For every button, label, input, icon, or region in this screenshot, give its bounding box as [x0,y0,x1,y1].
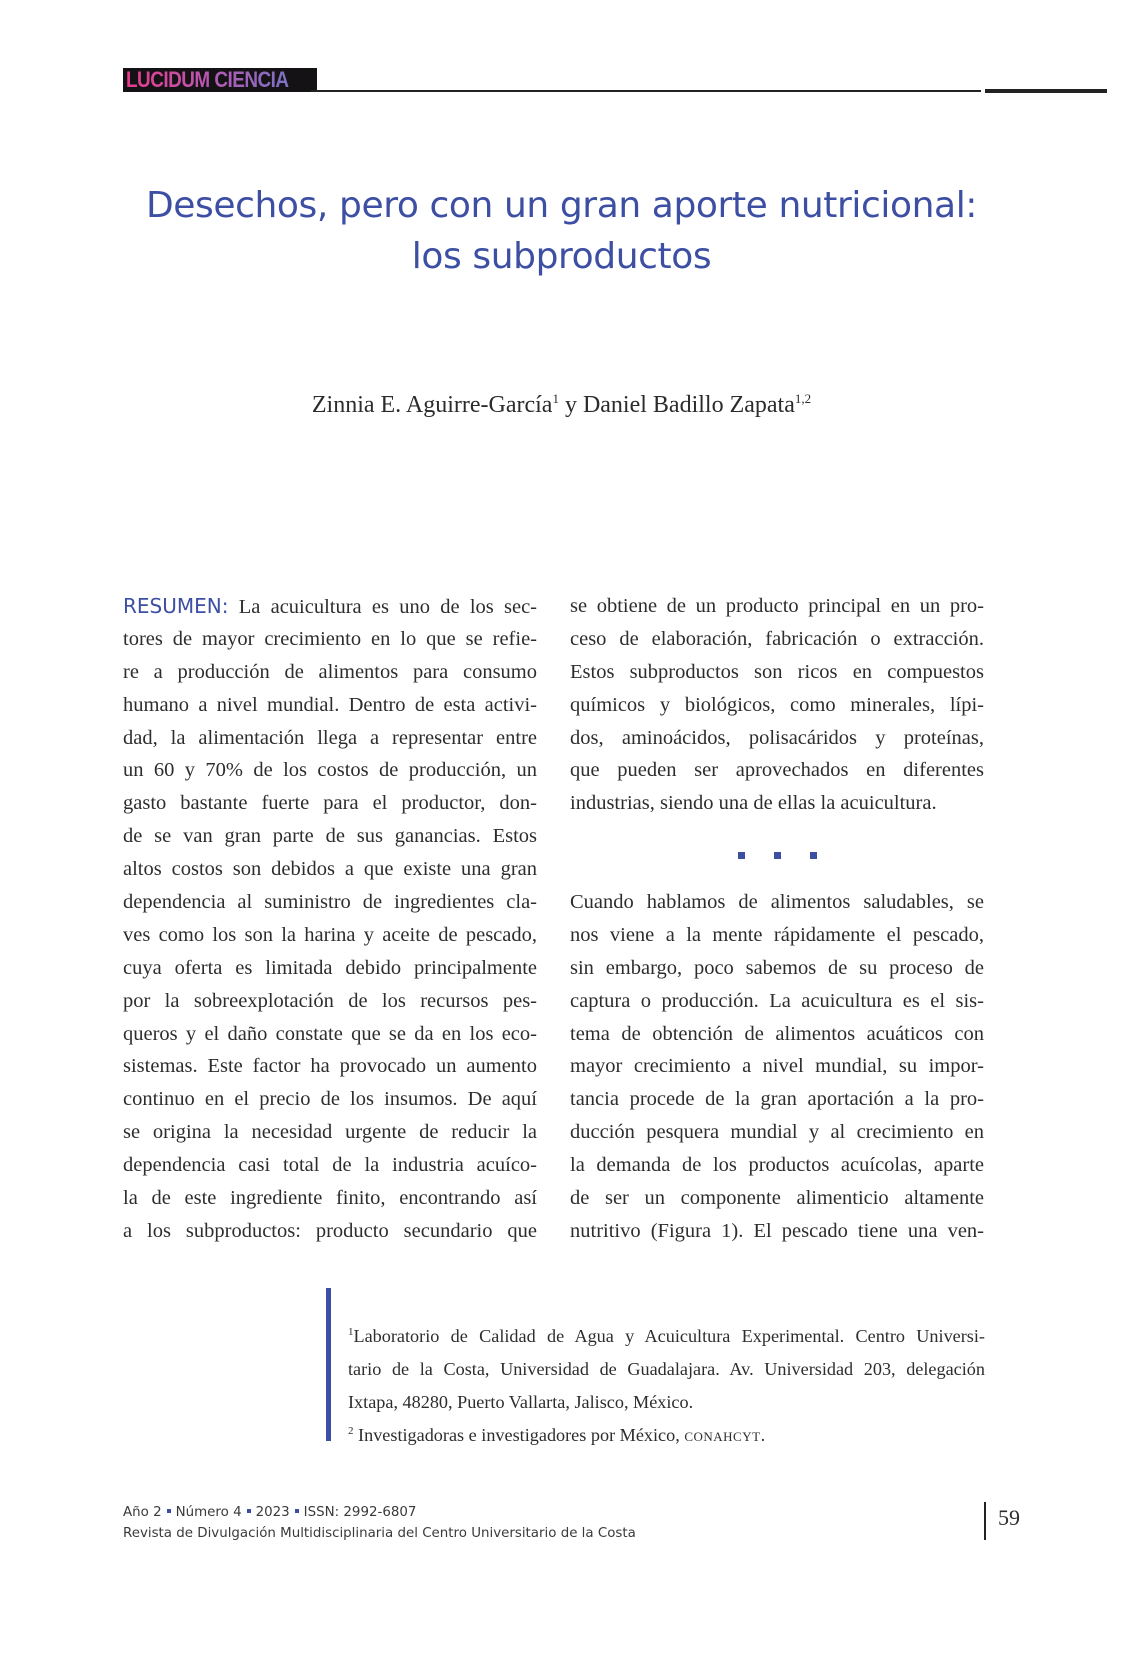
body-line: Cuando hablamos de alimentos saludables, se [570,891,984,913]
author-1: Zinnia E. Aguirre-García [311,392,553,418]
header-rule-accent [985,89,1107,93]
issue-date: 2023 [255,1505,290,1520]
journal-tag [123,68,317,92]
abstract-line: gasto bastante fuerte para el productor, don- [123,792,537,815]
abstract-line: tores de mayor crecimiento en lo que se refie- [123,627,537,650]
footnote-2-org: conahcyt [684,1425,761,1445]
footnotes [348,1320,985,1452]
abstract-line: dos, aminoácidos, polisacáridos y proteínas, [570,726,984,749]
separator-square-icon [774,852,781,859]
abstract-line: dependencia al suministro de ingredientes cla- [123,891,537,914]
footnote-2: $^2$ Investigadoras e investigadores por México, conahcyt. [348,1425,766,1445]
issue-number: Número 4 [175,1505,242,1520]
page-number-rule [984,1502,986,1540]
author-1-affiliation: 1 [552,391,559,406]
issue-year: Año 2 [123,1505,162,1520]
body-line: mayor crecimiento a nivel mundial, su impor- [570,1055,984,1078]
body-line: tancia procede de la gran aportación a la pro- [570,1088,984,1111]
abstract-line: altos costos son debidos a que existe una gran [123,858,537,881]
footnote-1-line: tario de la Costa, Universidad de Guadalajara. Av. Universidad 203, delegación [348,1359,985,1379]
body-line: de ser un componente alimenticio altamente [570,1187,984,1210]
body-line: tema de obtención de alimentos acuáticos con [570,1022,984,1045]
title-line-1: Desechos, pero con un gran aporte nutricional: [145,185,978,226]
authors [0,392,1123,419]
abstract-line: industrias, siendo una de ellas la acuicultura. [570,792,937,815]
journal-full-name: Revista de Divulgación Multidisciplinaria del Centro Universitario de la Costa [123,1526,636,1541]
bullet-icon [295,1509,299,1513]
abstract-line: cuya oferta es limitada debido principalmente [123,956,537,979]
body-line: nos viene a la mente rápidamente el pescado, [570,923,984,946]
section-separator [738,852,817,859]
bullet-icon [247,1509,251,1513]
header-rule [311,90,981,92]
separator-square-icon [810,852,817,859]
abstract-line: se origina la necesidad urgente de reducir la [123,1121,537,1144]
body-line: ducción pesquera mundial y al crecimiento en [570,1121,984,1144]
footnote-1-marker: 1 [348,1326,354,1338]
abstract-line: la de este ingrediente finito, encontrando así [123,1187,537,1210]
abstract-line: continuo en el precio de los insumos. De aquí [123,1088,537,1111]
footnote-1-line: $^1$Laboratorio de Calidad de Agua y Acuicultura Experimental. Centro Universi- [348,1326,985,1346]
bullet-icon [167,1509,171,1513]
abstract-column-right [570,590,984,820]
abstract-line: de se van gran parte de sus ganancias. Estos [123,825,537,848]
abstract-line: dad, la alimentación llega a representar entre [123,726,537,749]
abstract-line: dependencia casi total de la industria acuíco- [123,1154,537,1177]
abstract-line: ceso de elaboración, fabricación o extracción. [570,627,984,650]
abstract-line: a los subproductos: producto secundario que [123,1219,537,1242]
abstract-line: ves como los son la harina y aceite de pescado, [123,923,537,946]
abstract-column-left [123,590,537,1248]
body-line: nutritivo (Figura 1). El pescado tiene una ven- [570,1219,984,1242]
footnote-1-line: Ixtapa, 48280, Puerto Vallarta, Jalisco, México. [348,1392,694,1412]
body-line: captura o producción. La acuicultura es el sis- [570,989,984,1012]
abstract-line: sistemas. Este factor ha provocado un aumento [123,1055,537,1078]
abstract-line: por la sobreexplotación de los recursos pes- [123,989,537,1012]
author-2: Daniel Badillo Zapata [582,392,795,418]
article-title [0,180,1123,282]
abstract-line: queros y el daño constate que se da en los eco- [123,1022,537,1045]
footnote-2-marker: 2 [348,1425,354,1437]
body-line: sin embargo, poco sabemos de su proceso de [570,956,984,979]
separator-square-icon [738,852,745,859]
abstract-line: re a producción de alimentos para consumo [123,660,537,683]
title-line-2: los subproductos [411,236,712,277]
abstract-line: que pueden ser aprovechados en diferentes [570,759,984,782]
issn: ISSN: 2992-6807 [303,1505,417,1520]
author-conjunction: y [558,392,583,418]
footnote-accent-bar [326,1288,331,1441]
abstract-line: humano a nivel mundial. Dentro de esta activi- [123,693,537,716]
journal-tag-label: LUCIDUM CIENCIA [126,67,289,92]
abstract-line: se obtiene de un producto principal en un pro- [570,595,984,617]
body-line: la demanda de los productos acuícolas, aparte [570,1154,984,1177]
body-column-right [570,886,984,1248]
author-2-affiliation: 1,2 [794,391,812,406]
abstract-line: Estos subproductos son ricos en compuestos [570,660,984,683]
abstract-label: RESUMEN: [123,594,229,618]
page-footer [123,1502,636,1544]
abstract-line: un 60 y 70% de los costos de producción, un [123,759,537,782]
issue-info [123,1502,636,1523]
abstract-line: RESUMEN: La acuicultura es uno de los sec- [123,594,537,618]
page-number: 59 [998,1505,1020,1530]
abstract-line: químicos y biológicos, como minerales, lípi- [570,693,984,716]
